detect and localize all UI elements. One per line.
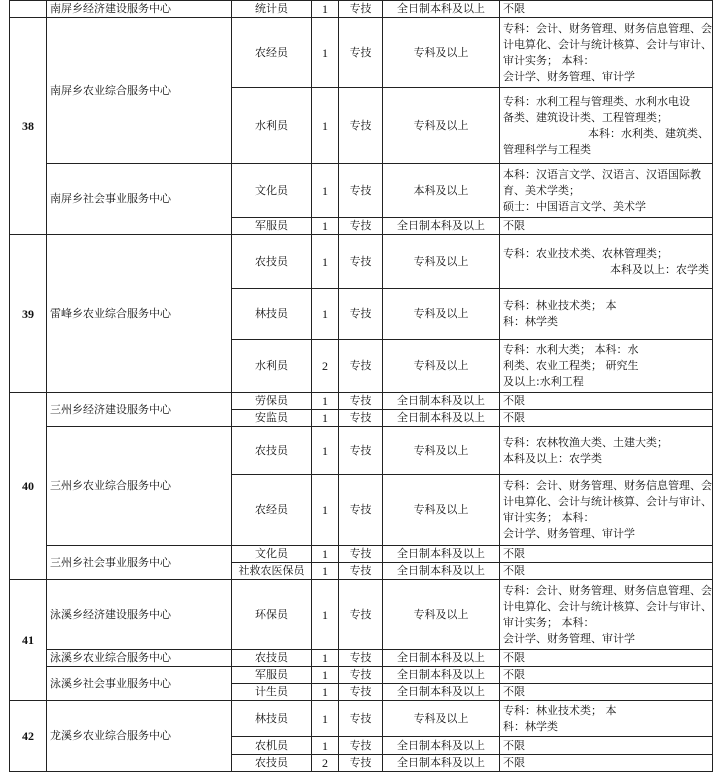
table-row: [10, 1, 713, 18]
hire-count: 1: [312, 164, 339, 218]
position-type: 专技: [339, 667, 383, 684]
position-type: 专技: [339, 1, 383, 18]
position-name: 农经员: [232, 18, 312, 88]
position-name: 农经员: [232, 475, 312, 546]
position-name: 水利员: [232, 340, 312, 393]
position-type: 专技: [339, 737, 383, 755]
position-type: 专技: [339, 235, 383, 289]
position-type: 专技: [339, 684, 383, 701]
hire-count: 2: [312, 340, 339, 393]
position-type: 专技: [339, 340, 383, 393]
table-row: [10, 701, 713, 737]
position-type: 专技: [339, 563, 383, 580]
education-requirement: 专科及以上: [383, 475, 500, 546]
table-row: [10, 650, 713, 667]
major-requirement: 专科：会计、财务管理、财务信息管理、会 计电算化、会计与统计核算、会计与审计、 审计实务； 本科： 会计学、财务管理、审计学: [500, 580, 713, 650]
education-requirement: 专科及以上: [383, 18, 500, 88]
education-requirement: 本科及以上: [383, 164, 500, 218]
table-row: [10, 546, 713, 563]
position-name: 劳保员: [232, 393, 312, 410]
table-row: [10, 164, 713, 218]
position-name: 军服员: [232, 667, 312, 684]
group-number: 40: [10, 393, 47, 580]
hire-count: 1: [312, 393, 339, 410]
unit-name: 南屏乡经济建设服务中心: [47, 1, 232, 18]
hire-count: 1: [312, 475, 339, 546]
position-name: 农技员: [232, 650, 312, 667]
position-name: 林技员: [232, 701, 312, 737]
major-requirement: 不限: [500, 737, 713, 755]
table-row: [10, 18, 713, 88]
hire-count: 1: [312, 289, 339, 340]
hire-count: 1: [312, 580, 339, 650]
position-type: 专技: [339, 164, 383, 218]
major-requirement: 专科：会计、财务管理、财务信息管理、会 计电算化、会计与统计核算、会计与审计、 审计实务； 本科： 会计学、财务管理、审计学: [500, 475, 713, 546]
unit-name: 泳溪乡农业综合服务中心: [47, 650, 232, 667]
education-requirement: 专科及以上: [383, 289, 500, 340]
unit-name: 龙溪乡农业综合服务中心: [47, 701, 232, 772]
education-requirement: 全日制本科及以上: [383, 684, 500, 701]
position-type: 专技: [339, 475, 383, 546]
hire-count: 2: [312, 755, 339, 772]
education-requirement: 专科及以上: [383, 235, 500, 289]
group-number: 38: [10, 18, 47, 235]
hire-count: 1: [312, 546, 339, 563]
position-type: 专技: [339, 650, 383, 667]
education-requirement: 全日制本科及以上: [383, 667, 500, 684]
position-type: 专技: [339, 580, 383, 650]
education-requirement: 全日制本科及以上: [383, 755, 500, 772]
education-requirement: 全日制本科及以上: [383, 737, 500, 755]
group-number: [10, 1, 47, 18]
unit-name: 泳溪乡经济建设服务中心: [47, 580, 232, 650]
education-requirement: 专科及以上: [383, 427, 500, 475]
table-row: [10, 427, 713, 475]
unit-name: 雷峰乡农业综合服务中心: [47, 235, 232, 393]
position-type: 专技: [339, 427, 383, 475]
recruitment-table: [9, 0, 713, 772]
major-requirement: 不限: [500, 218, 713, 235]
position-name: 农技员: [232, 755, 312, 772]
position-type: 专技: [339, 289, 383, 340]
major-requirement: 不限: [500, 546, 713, 563]
major-requirement: 不限: [500, 684, 713, 701]
major-requirement: 专科：林业技术类； 本 科：林学类: [500, 289, 713, 340]
unit-name: 三州乡经济建设服务中心: [47, 393, 232, 427]
position-name: 文化员: [232, 164, 312, 218]
position-type: 专技: [339, 410, 383, 427]
major-requirement: 专科：林业技术类； 本 科：林学类: [500, 701, 713, 737]
education-requirement: 全日制本科及以上: [383, 563, 500, 580]
hire-count: 1: [312, 218, 339, 235]
position-type: 专技: [339, 18, 383, 88]
hire-count: 1: [312, 563, 339, 580]
major-requirement: 不限: [500, 393, 713, 410]
position-type: 专技: [339, 701, 383, 737]
education-requirement: 专科及以上: [383, 88, 500, 164]
position-name: 军服员: [232, 218, 312, 235]
education-requirement: 专科及以上: [383, 580, 500, 650]
major-requirement: 不限: [500, 650, 713, 667]
position-name: 计生员: [232, 684, 312, 701]
group-number: 41: [10, 580, 47, 701]
position-name: 林技员: [232, 289, 312, 340]
major-requirement: 本科：汉语言文学、汉语言、汉语国际教 育、美术学类； 硕士：中国语言文学、美术学: [500, 164, 713, 218]
education-requirement: 全日制本科及以上: [383, 218, 500, 235]
position-name: 水利员: [232, 88, 312, 164]
hire-count: 1: [312, 235, 339, 289]
education-requirement: 全日制本科及以上: [383, 393, 500, 410]
table-row: [10, 580, 713, 650]
position-type: 专技: [339, 88, 383, 164]
hire-count: 1: [312, 737, 339, 755]
position-name: 社救农医保员: [232, 563, 312, 580]
major-requirement: 不限: [500, 410, 713, 427]
position-name: 农技员: [232, 235, 312, 289]
unit-name: 泳溪乡社会事业服务中心: [47, 667, 232, 701]
education-requirement: 全日制本科及以上: [383, 546, 500, 563]
major-requirement: 专科：水利工程与管理类、水利水电设 备类、建筑设计类、工程管理类； 本科：水利类、建筑类、 管理科学与工程类: [500, 88, 713, 164]
position-name: 农技员: [232, 427, 312, 475]
position-name: 安监员: [232, 410, 312, 427]
position-type: 专技: [339, 546, 383, 563]
major-requirement: 不限: [500, 667, 713, 684]
position-name: 文化员: [232, 546, 312, 563]
education-requirement: 全日制本科及以上: [383, 410, 500, 427]
major-requirement: 专科：水利大类； 本科：水 利类、农业工程类； 研究生 及以上:水利工程: [500, 340, 713, 393]
position-name: 环保员: [232, 580, 312, 650]
table-row: [10, 667, 713, 684]
group-number: 39: [10, 235, 47, 393]
hire-count: 1: [312, 1, 339, 18]
group-number: 42: [10, 701, 47, 772]
hire-count: 1: [312, 88, 339, 164]
education-requirement: 全日制本科及以上: [383, 650, 500, 667]
position-type: 专技: [339, 218, 383, 235]
major-requirement: 不限: [500, 1, 713, 18]
major-requirement: 不限: [500, 755, 713, 772]
hire-count: 1: [312, 650, 339, 667]
unit-name: 三州乡农业综合服务中心: [47, 427, 232, 546]
hire-count: 1: [312, 18, 339, 88]
major-requirement: 不限: [500, 563, 713, 580]
position-type: 专技: [339, 393, 383, 410]
hire-count: 1: [312, 410, 339, 427]
position-type: 专技: [339, 755, 383, 772]
education-requirement: 专科及以上: [383, 340, 500, 393]
unit-name: 三州乡社会事业服务中心: [47, 546, 232, 580]
education-requirement: 专科及以上: [383, 701, 500, 737]
major-requirement: 专科：农业技术类、农林管理类； 本科及以上：农学类: [500, 235, 713, 289]
education-requirement: 全日制本科及以上: [383, 1, 500, 18]
hire-count: 1: [312, 667, 339, 684]
unit-name: 南屏乡农业综合服务中心: [47, 18, 232, 164]
position-name: 统计员: [232, 1, 312, 18]
hire-count: 1: [312, 684, 339, 701]
hire-count: 1: [312, 427, 339, 475]
table-row: [10, 235, 713, 289]
hire-count: 1: [312, 701, 339, 737]
position-name: 农机员: [232, 737, 312, 755]
table-row: [10, 393, 713, 410]
unit-name: 南屏乡社会事业服务中心: [47, 164, 232, 235]
major-requirement: 专科：农林牧渔大类、土建大类； 本科及以上：农学类: [500, 427, 713, 475]
major-requirement: 专科：会计、财务管理、财务信息管理、会 计电算化、会计与统计核算、会计与审计、 审计实务； 本科： 会计学、财务管理、审计学: [500, 18, 713, 88]
